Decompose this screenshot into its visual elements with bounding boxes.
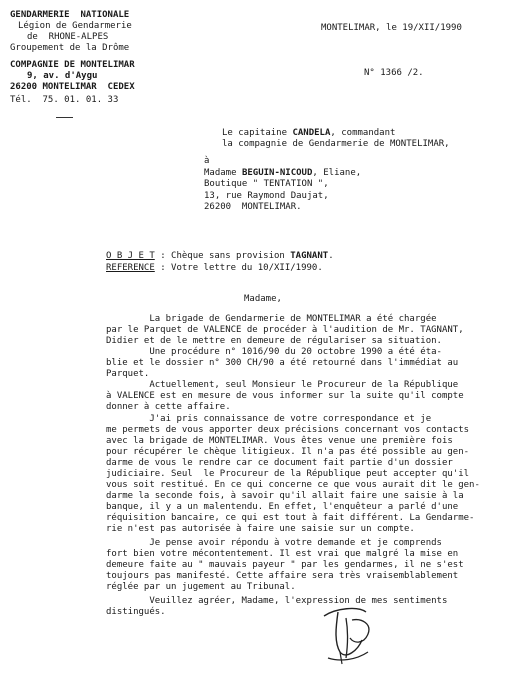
reference-number: N° 1366 /2.	[364, 68, 424, 78]
objet-name: TAGNANT	[290, 251, 329, 261]
text-line: darme de vous le rendre car ce document fait partie d'un dossier	[106, 458, 453, 468]
reference-label: REFERENCE	[106, 263, 155, 273]
text-line: La brigade de Gendarmerie de MONTELIMAR a été chargée	[106, 314, 437, 324]
body-paragraph-3	[106, 414, 486, 535]
handwritten-signature-icon	[318, 600, 380, 668]
legion-line: Légion de Gendarmerie	[18, 21, 132, 31]
text-line: réquisition bancaire, ce qui est tout à fait différent. La Gendarme-	[106, 513, 475, 523]
sender-line-1	[222, 128, 395, 139]
phone-number: Tél. 75. 01. 01. 33	[10, 95, 119, 105]
text-line: à VALENCE est en mesure de vous informer sur la suite qu'il compte	[106, 391, 464, 401]
text-line: Parquet.	[106, 369, 150, 379]
sender-name: CANDELA	[292, 128, 331, 138]
text-line: demeure faite au " mauvais payeur " par les gendarmes, il ne s'est	[106, 560, 464, 570]
text-line: donner à cette affaire.	[106, 402, 231, 412]
text-line: darme la seconde fois, à savoir qu'il allait faire une saisie à la	[106, 491, 464, 501]
text-line: Didier et de le mettre en demeure de régulariser sa situation.	[106, 336, 442, 346]
header-divider	[56, 117, 73, 118]
recipient-a: à	[204, 156, 210, 166]
objet-line	[106, 251, 334, 262]
reference-text: : Votre lettre du 10/XII/1990.	[154, 263, 323, 273]
salutation: Madame,	[244, 294, 282, 304]
sender-prefix: Le capitaine	[222, 128, 293, 138]
objet-text: : Chèque sans provision	[154, 251, 291, 261]
text-line: Actuellement, seul Monsieur le Procureur de la République	[106, 380, 459, 390]
text-line: me permets de vous apporter deux précisions concernant vos contacts	[106, 425, 470, 435]
text-line: pour récupérer le chèque litigieux. Il n'a pas été possible au gen-	[106, 447, 470, 457]
recipient-line-1	[204, 168, 361, 179]
region-line: de RHONE-ALPES	[27, 32, 109, 42]
body-paragraph-4	[106, 538, 486, 593]
text-line: judiciaire. Seul le Procureur de la République peut accepter qu'il	[106, 469, 470, 479]
recipient-suffix: , Eliane,	[312, 168, 362, 178]
objet-label: O B J E T	[106, 251, 155, 261]
groupement-line: Groupement de la Drôme	[10, 43, 130, 53]
text-line: Veuillez agréer, Madame, l'expression de mes sentiments	[106, 596, 448, 606]
body-paragraph-1	[106, 314, 486, 380]
city-address: 26200 MONTELIMAR CEDEX	[10, 82, 135, 92]
recipient-line-4: 26200 MONTELIMAR.	[204, 202, 302, 212]
objet-suffix: .	[328, 251, 334, 261]
text-line: réglée par un jugement au Tribunal.	[106, 582, 296, 592]
text-line: distingués.	[106, 607, 166, 617]
text-line: J'ai pris connaissance de votre correspondance et je	[106, 414, 432, 424]
body-paragraph-5	[106, 596, 486, 618]
text-line: Je pense avoir répondu à votre demande et je comprends	[106, 538, 442, 548]
text-line: par le Parquet de VALENCE de procéder à l'audition de Mr. TAGNANT,	[106, 325, 464, 335]
street-address: 9, av. d'Aygu	[27, 71, 98, 81]
recipient-line-2: Boutique " TENTATION ",	[204, 179, 329, 189]
text-line: rie n'est pas autorisée à faire une saisie sur un compte.	[106, 524, 415, 534]
recipient-prefix: Madame	[204, 168, 242, 178]
text-line: vous soit restitué. En ce qui concerne ce que vous aurait dit le gen-	[106, 480, 480, 490]
text-line: toujours pas manifesté. Cette affaire sera très vraisemblablement	[106, 571, 459, 581]
text-line: banque, il y a un malentendu. En effet, l'enquêteur a parlé d'une	[106, 502, 459, 512]
body-paragraph-2	[106, 380, 486, 413]
recipient-name: BEGUIN-NICOUD	[241, 168, 313, 178]
recipient-line-3: 13, rue Raymond Daujat,	[204, 191, 329, 201]
compagnie-line: COMPAGNIE DE MONTELIMAR	[10, 60, 135, 70]
text-line: avec la brigade de MONTELIMAR. Vous êtes venue une première fois	[106, 436, 453, 446]
text-line: Une procédure n° 1016/90 du 20 octobre 1990 a été éta-	[106, 347, 442, 357]
sender-line-2: la compagnie de Gendarmerie de MONTELIMAR,	[222, 139, 450, 149]
sender-suffix: , commandant	[330, 128, 396, 138]
text-line: blie et le dossier n° 300 CH/90 a été retourné dans l'immédiat au	[106, 358, 459, 368]
place-date: MONTELIMAR, le 19/XII/1990	[321, 23, 462, 33]
reference-line	[106, 263, 323, 274]
text-line: fort bien votre mécontentement. Il est vrai que malgré la mise en	[106, 549, 459, 559]
gendarmerie-nationale: GENDARMERIE NATIONALE	[10, 10, 130, 20]
